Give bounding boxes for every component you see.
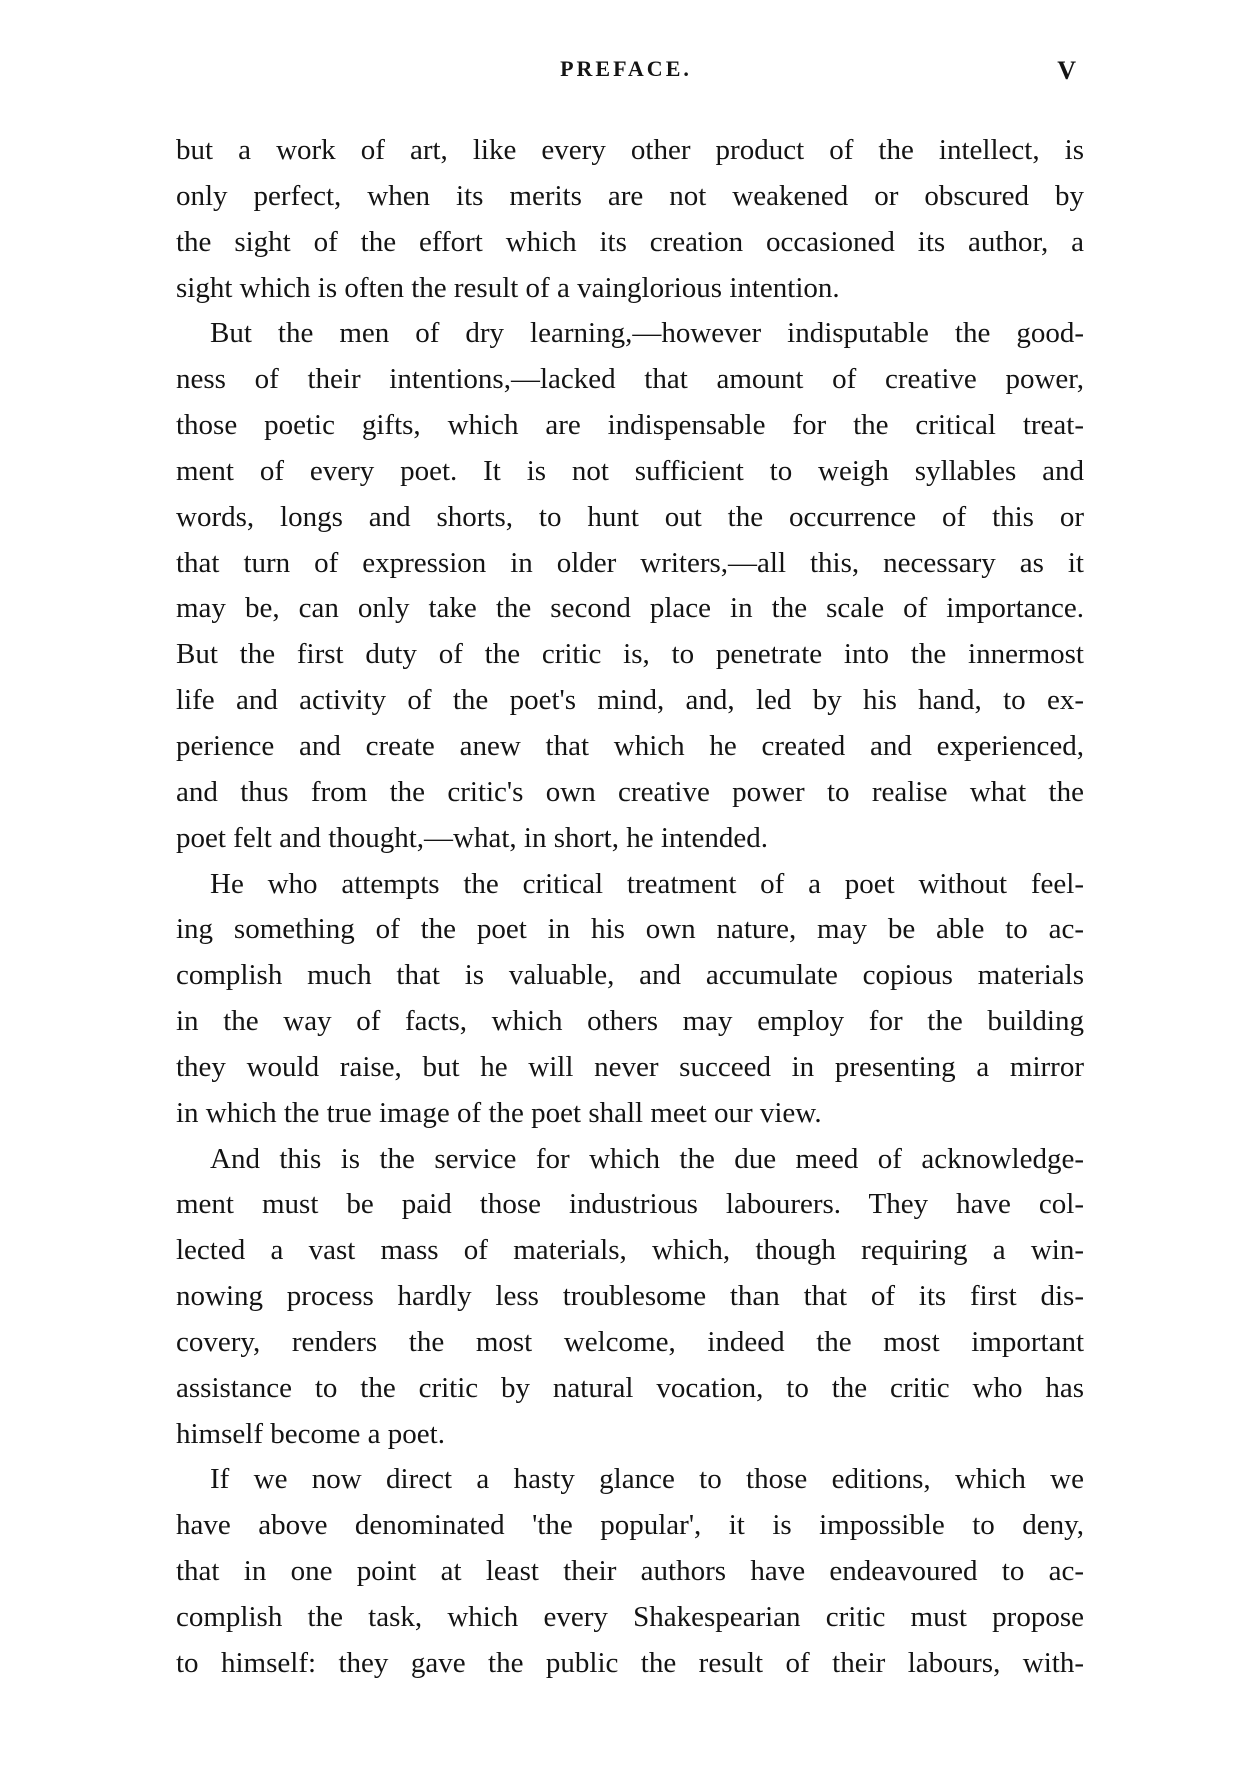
text-line: perience and create anew that which he created and experienced, (176, 729, 1084, 762)
text-line: may be, can only take the second place in the scale of importance. (176, 592, 1084, 625)
text-line: those poetic gifts, which are indispensable for the critical treat- (176, 409, 1084, 442)
text-line: only perfect, when its merits are not weakened or obscured by (176, 179, 1084, 212)
text-line: himself become a poet. (176, 1417, 445, 1450)
text-line: they would raise, but he will never succeed in presenting a mirror (176, 1050, 1084, 1083)
text-line: words, longs and shorts, to hunt out the occurrence of this or (176, 500, 1084, 533)
paragraph-first-line: If we now direct a hasty glance to those editions, which we (210, 1463, 1084, 1496)
text-line: in the way of facts, which others may employ for the building (176, 1005, 1084, 1038)
text-line: covery, renders the most welcome, indeed the most important (176, 1325, 1084, 1358)
text-line: complish much that is valuable, and accumulate copious materials (176, 959, 1084, 992)
body-text (176, 128, 1084, 1687)
text-line: that in one point at least their authors have endeavoured to ac- (176, 1555, 1084, 1588)
text-line: have above denominated 'the popular', it is impossible to deny, (176, 1509, 1084, 1542)
paragraph-first-line: He who attempts the critical treatment of a poet without feel- (210, 867, 1084, 900)
text-line: ing something of the poet in his own nature, may be able to ac- (176, 913, 1084, 946)
text-line: nowing process hardly less troublesome than that of its first dis- (176, 1280, 1084, 1313)
paragraph-first-line: But the men of dry learning,—however indisputable the good- (210, 317, 1084, 350)
text-line: ness of their intentions,—lacked that amount of creative power, (176, 363, 1084, 396)
text-line: that turn of expression in older writers,—all this, necessary as it (176, 546, 1084, 579)
text-line: to himself: they gave the public the result of their labours, with- (176, 1646, 1084, 1679)
running-head (176, 56, 1076, 96)
text-line: But the first duty of the critic is, to penetrate into the innermost (176, 638, 1084, 671)
text-line: assistance to the critic by natural vocation, to the critic who has (176, 1371, 1084, 1404)
text-line: but a work of art, like every other product of the intellect, is (176, 134, 1084, 166)
paragraph-first-line: And this is the service for which the due meed of acknowledge- (210, 1142, 1084, 1175)
text-line: lected a vast mass of materials, which, though requiring a win- (176, 1234, 1084, 1267)
running-title: PREFACE. (560, 56, 692, 81)
text-line: complish the task, which every Shakespearian critic must propose (176, 1601, 1084, 1633)
text-line: sight which is often the result of a vainglorious intention. (176, 271, 840, 304)
text-line: and thus from the critic's own creative power to realise what the (176, 775, 1084, 808)
text-line: the sight of the effort which its creation occasioned its author, a (176, 225, 1084, 258)
text-line: in which the true image of the poet shall meet our view. (176, 1096, 822, 1129)
page-number: V (1057, 56, 1076, 85)
text-line: ment must be paid those industrious labourers. They have col- (176, 1188, 1084, 1221)
text-line: ment of every poet. It is not sufficient to weigh syllables and (176, 454, 1084, 487)
text-line: life and activity of the poet's mind, and, led by his hand, to ex- (176, 684, 1084, 717)
text-line: poet felt and thought,—what, in short, he intended. (176, 821, 768, 854)
